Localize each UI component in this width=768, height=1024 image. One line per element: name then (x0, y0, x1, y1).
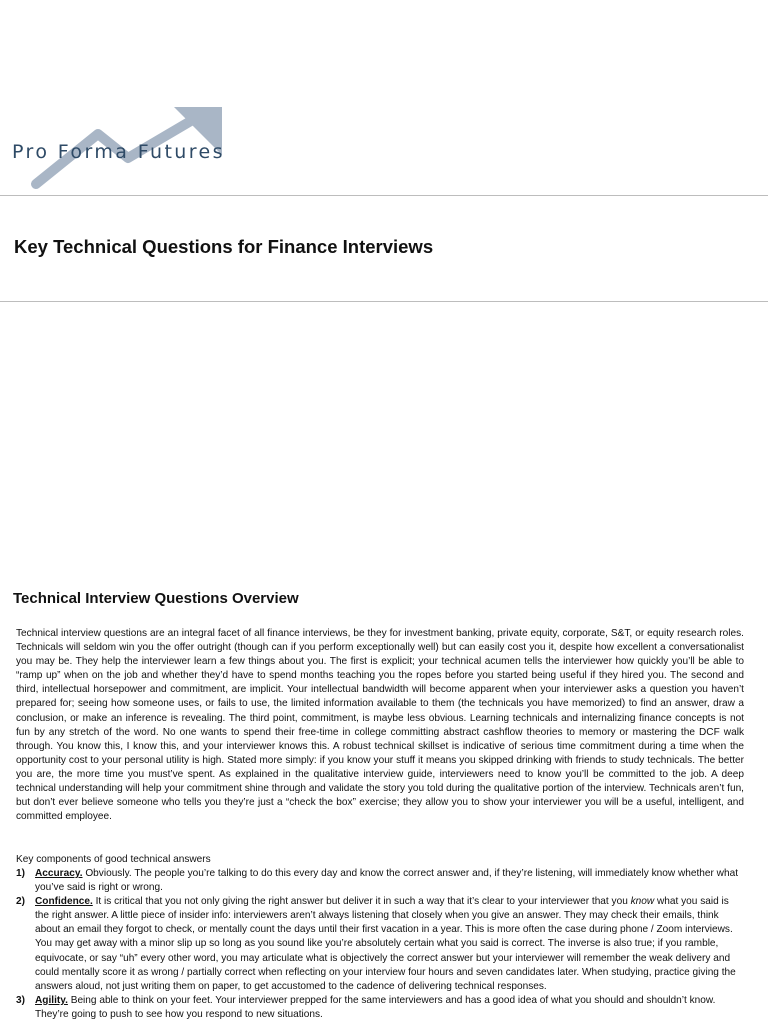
list-emphasis: know (630, 896, 655, 908)
components-list (16, 867, 744, 1022)
list-term: Confidence. (35, 896, 93, 908)
list-item-agility (16, 994, 744, 1022)
list-item-confidence (16, 895, 744, 994)
header-divider (0, 195, 768, 196)
list-number: 2) (16, 896, 25, 908)
list-number: 3) (16, 994, 25, 1006)
list-number: 1) (16, 868, 25, 879)
page-title: Key Technical Questions for Finance Interviews (14, 236, 434, 257)
list-text: Obviously. The people you’re talking to do this every day and know the correct answer and, if they’re listening, will immediately know whether what you’ve said is right or wrong. (35, 868, 739, 894)
list-term: Accuracy. (35, 868, 83, 879)
list-text-continued: what you said is the right answer. A little piece of insider info: interviewers aren’t always listening that closely when you give an answer. They may check their emails, think about an email they forgot to check, or mentally count the days until their first vacation in a year. This is more often the case during phone / Zoom interviews. You may get away with a minor slip up so long as you sound like you’re absolutely certain what you said is correct. The inverse is also true; if you ramble, equivocate, or say “uh” every other word, you may articulate what is objectively the correct answer but your interviewer will remember the weak delivery and could mentally score it as wrong / partially correct when reflecting on your interview four hours and seven candidates later. When studying, practice giving the answers aloud, not just writing them on paper, to get accustomed to the cadence of delivering technical responses. (35, 896, 736, 992)
list-text: It is critical that you not only giving the right answer but deliver it in such a way that it’s clear to your interviewer that you (92, 896, 631, 908)
title-divider (0, 301, 768, 302)
logo (0, 0, 768, 195)
logo-wordmark: Pro Forma Futures (12, 141, 225, 163)
trend-arrow-icon (0, 0, 260, 195)
list-text: Being able to think on your feet. Your interviewer prepped for the same interviewers and has a good idea of what you should and shouldn’t know. They’re going to push to see how you respond to new situations. (35, 994, 716, 1020)
overview-text: Technical interview questions are an integral facet of all finance interviews, be they for investment banking, private equity, corporate, S&T, or equity research roles. Technicals will seldom win you the offer outright (though can if you perform exceptionally well) but can easily cost you it, despite how excellent a conversationalist you may be. They help the interviewer learn a few things about you. The first is explicit; your technical acumen tells the interviewer how quickly you’ll be able to “ramp up” when on the job and whether they’d have to spend months teaching you the ropes before you started being useful if they hired you. The second and third, intellectual horsepower and commitment, are implicit. Your intellectual bandwidth will become apparent when your interviewer asks a question you haven’t prepared for; seeing how someone uses, or fails to use, the limited information available to them (the technicals you have memorized) to find an answer, draw a conclusion, or make an inference is revealing. The third point, commitment, is maybe less obvious. Learning technicals and internalizing finance concepts is not fun by any stretch of the word. No one wants to spend their free-time in college committing abstract cashflow theories to memory or mastering the DCF walk through. You know this, I know this, and your interviewer knows this. A robust technical skillset is indicative of serious time commitment during a time when the opportunity cost to your personal utility is high. Stated more simply: if you know your stuff it means you skipped drinking with friends to study technicals. The better you are, the more time you must’ve spent. As explained in the qualitative interview guide, interviewers need to know you’ll be committed to the job. A deep technical understanding will help your commitment shine through and validate the story you told during the qualitative portion of the interview. Technicals aren’t fun, but don’t ever believe someone who tells you they’re just a “check the box” exercise; they allow you to show your interviewer you will be a useful, intelligent, and committed employee. (16, 628, 744, 823)
list-item-accuracy (16, 867, 744, 895)
section-title: Technical Interview Questions Overview (13, 590, 299, 607)
list-term: Agility. (35, 994, 68, 1006)
components-heading: Key components of good technical answers (16, 854, 211, 865)
overview-paragraph (16, 627, 744, 824)
